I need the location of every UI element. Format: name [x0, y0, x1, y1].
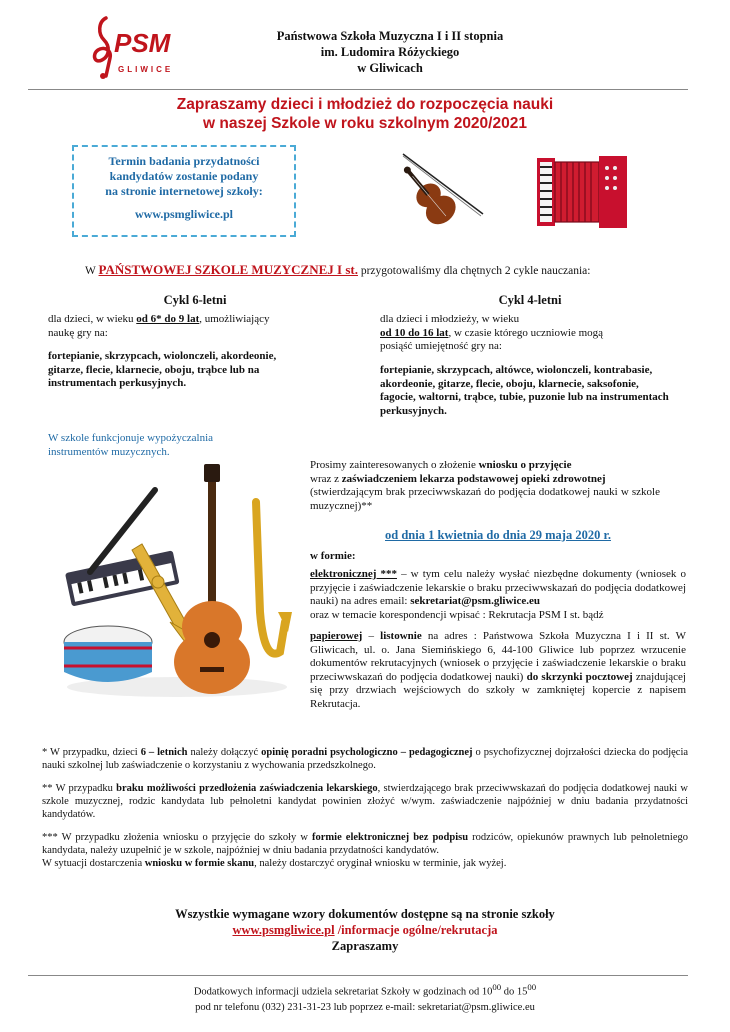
page-title [120, 95, 610, 133]
electronic-text: – w tym celu należy wysłać niezbędne dokumenty (wniosek o przyjęcie i zaświadczenie lekarskie o braku przeciwwskazań do podjęcia dodatkowej nauki) na adres email: [310, 568, 686, 607]
paper-box: do skrzynki pocztowej [526, 670, 633, 683]
treble-clef-logo-icon [88, 14, 188, 80]
header-line-3: w Gliwicach [357, 61, 423, 75]
cycle4-description [380, 313, 670, 354]
app-text-4: zaświadczeniem lekarza podstawowej opieki zdrowotnej [341, 472, 606, 485]
electronic-form [310, 568, 686, 622]
footer-hours-1: Dodatkowych informacji udziela sekretariat Szkoły w godzinach od 10 [193, 986, 493, 998]
electronic-label: elektronicznej *** [310, 568, 397, 580]
paper-label-2: listownie [380, 630, 422, 642]
paper-text-2: znajdującej się przy drzwiach wejściowych do szkoły w zamkniętej kopercie z napisem Rekrutacja. [310, 670, 686, 710]
cycle4-text-2: , w czasie którego uczniowie mogą [448, 326, 604, 339]
app-text-3: wraz z [310, 472, 340, 485]
secretariat-email-link[interactable]: sekretariat@psm.gliwice.eu [410, 595, 540, 607]
note3-e: wniosku w formie skanu [144, 858, 255, 869]
instruments-collage [60, 462, 295, 702]
svg-text:GLIWICE: GLIWICE [118, 65, 174, 74]
intro-school-name: PAŃSTWOWEJ SZKOLE MUZYCZNEJ I st. [98, 262, 358, 277]
instruments-collage-icon [60, 462, 295, 702]
note3-a: *** W przypadku złożenia wniosku o przyjęcie do szkoły w [42, 832, 308, 843]
note-3b [42, 857, 688, 870]
infobox-url-link[interactable]: www.psmgliwice.pl [134, 207, 233, 221]
paper-text: na adres : Państwowa Szkoła Muzyczna I i II st. W Gliwicach, ul. o. Jana Siemińskiego 6, 44-100 Gliwice lub poprzez wrzucenie dokumentów rekrutacyjnych (wniosek o przyjęcie i zaświadczenie lekarskie o braku przeciwwskazań do podjęcia dodatkowej nauki) [310, 630, 687, 683]
header-line-1: Państwowa Szkoła Muzyczna I i II stopnia [276, 29, 504, 43]
note1-a: * W przypadku, dzieci [42, 747, 138, 758]
application-intro [310, 459, 660, 513]
note3-d: W sytuacji dostarczenia [42, 858, 143, 869]
note2-b: braku możliwości przedłożenia zaświadczenia lekarskiego [116, 783, 378, 794]
paper-form [310, 630, 686, 711]
accordion-image [535, 152, 630, 232]
title-line-2: w naszej Szkole w roku szkolnym 2020/2021 [203, 115, 527, 132]
rental-notice: W szkole funkcjonuje wypożyczalnia instrumentów muzycznych. [48, 432, 214, 458]
header-line-2: im. Ludomira Różyckiego [320, 45, 460, 59]
note3-f: , należy dostarczyć oryginał wniosku w terminie, jak wyżej. [254, 858, 507, 869]
infobox-line-2: kandydatów zostanie podany [109, 169, 259, 183]
paper-label: papierowej [310, 630, 363, 642]
cycle6-description [48, 313, 343, 340]
website-path: /informacje ogólne/rekrutacja [334, 923, 498, 937]
note3-c: rodziców, opiekunów prawnych lub pełnoletniego kandydata, należy uzupełnić je w szkole, najpóźniej w dniu badania przydatności kandydatów. [42, 832, 689, 856]
note3-b: formie elektronicznej bez podpisu [312, 832, 469, 843]
form-label: w formie: [310, 550, 356, 562]
svg-text:PSM: PSM [114, 28, 171, 58]
school-logo [88, 14, 188, 80]
note-1 [42, 746, 688, 772]
cycle4-text-1: dla dzieci i młodzieży, w wieku [380, 313, 520, 325]
note-2 [42, 782, 688, 821]
app-text-1: Prosimy zainteresowanych o złożenie [310, 459, 476, 471]
accordion-icon [535, 152, 630, 232]
footer-hours-2: do 15 [501, 986, 528, 998]
cycles-intro [85, 262, 705, 278]
note1-e: o psychofizycznej dojrzałości dziecka do podjęcia nauki szkolnej lub zaświadczenie o korzystaniu z wychowania przedszkolnego. [42, 747, 689, 771]
footer [100, 980, 630, 1015]
application-dates: od dnia 1 kwietnia do dnia 29 maja 2020 r. [385, 528, 611, 542]
note1-d: opinię poradni psychologiczno – pedagogicznej [261, 747, 473, 758]
infobox-line-3: na stronie internetowej szkoły: [105, 184, 263, 198]
note1-b: 6 – letnich [140, 747, 188, 758]
exam-info-box [72, 145, 296, 237]
school-header [215, 28, 565, 76]
cycle4-text-3: posiąść umiejętność gry na: [380, 340, 502, 352]
note-3 [42, 831, 688, 857]
footer-sup-1: 00 [492, 982, 502, 992]
school-website-link[interactable]: www.psmgliwice.pl [232, 923, 335, 937]
footer-line-1 [100, 980, 630, 1000]
closing-block [100, 906, 630, 954]
infobox-line-1: Termin badania przydatności [108, 154, 260, 168]
cycle4-instruments: fortepianie, skrzypcach, altówce, wiolonczeli, kontrabasie, akordeonie, gitarze, flecie, oboju, klarnecie, saksofonie, fagocie, waltorni, trąbce, tubie, puzonie lub na instrumentach perkusyjnych. [380, 364, 669, 417]
violin-icon [395, 148, 490, 233]
cycle6-text-3: naukę gry na: [48, 326, 108, 339]
note1-c: należy dołączyć [190, 747, 259, 758]
cycle6-instruments: fortepianie, skrzypcach, wiolonczeli, akordeonie, gitarze, flecie, klarnecie, oboju, trąbce lub na instrumentach perkusyjnych. [48, 350, 277, 389]
footer-line-2: pod nr telefonu (032) 231-31-23 lub poprzez e-mail: sekretariat@psm.gliwice.eu [195, 1001, 535, 1013]
footnotes [42, 746, 688, 880]
app-text-2: wniosku o przyjęcie [478, 459, 572, 471]
cycle6-text-1: dla dzieci, w wieku [48, 313, 134, 325]
intro-prefix: W [85, 265, 96, 277]
electronic-text-2: oraz w temacie korespondencji wpisać : Rekrutacja PSM I st. bądź [310, 608, 604, 621]
footer-divider [28, 975, 688, 976]
closing-line-1: Wszystkie wymagane wzory dokumentów dostępne są na stronie szkoły [175, 907, 555, 921]
cycle6-text-2: , umożliwiający [199, 313, 270, 325]
note2-a: ** W przypadku [42, 783, 113, 794]
cycle6-age: od 6* do 9 lat [136, 313, 200, 325]
footer-sup-2: 00 [527, 982, 537, 992]
app-text-5: (stwierdzającym brak przeciwwskazań do podjęcia dodatkowej nauki w szkole muzycznej)** [310, 486, 660, 512]
intro-suffix: przygotowaliśmy dla chętnych 2 cykle nauczania: [360, 265, 591, 277]
violin-image [395, 148, 490, 233]
cycle4-heading: Cykl 4-letni [498, 293, 562, 307]
paper-sep: – [362, 630, 381, 642]
note2-c: , stwierdzającego brak przeciwwskazań do podjęcia dodatkowej nauki w szkole muzycznej, rodzic kandydata lub pełnoletni kandydat powinien złożyć w/wym. zaświadczenie najpóźniej w dniu badania przydatności kandydatów. [42, 783, 688, 820]
closing-line-3: Zapraszamy [331, 939, 399, 953]
title-line-1: Zapraszamy dzieci i młodzież do rozpoczęcia nauki [176, 96, 554, 113]
header-divider [28, 89, 688, 90]
cycle6-heading: Cykl 6-letni [163, 293, 227, 307]
cycle4-age: od 10 do 16 lat [380, 326, 449, 339]
